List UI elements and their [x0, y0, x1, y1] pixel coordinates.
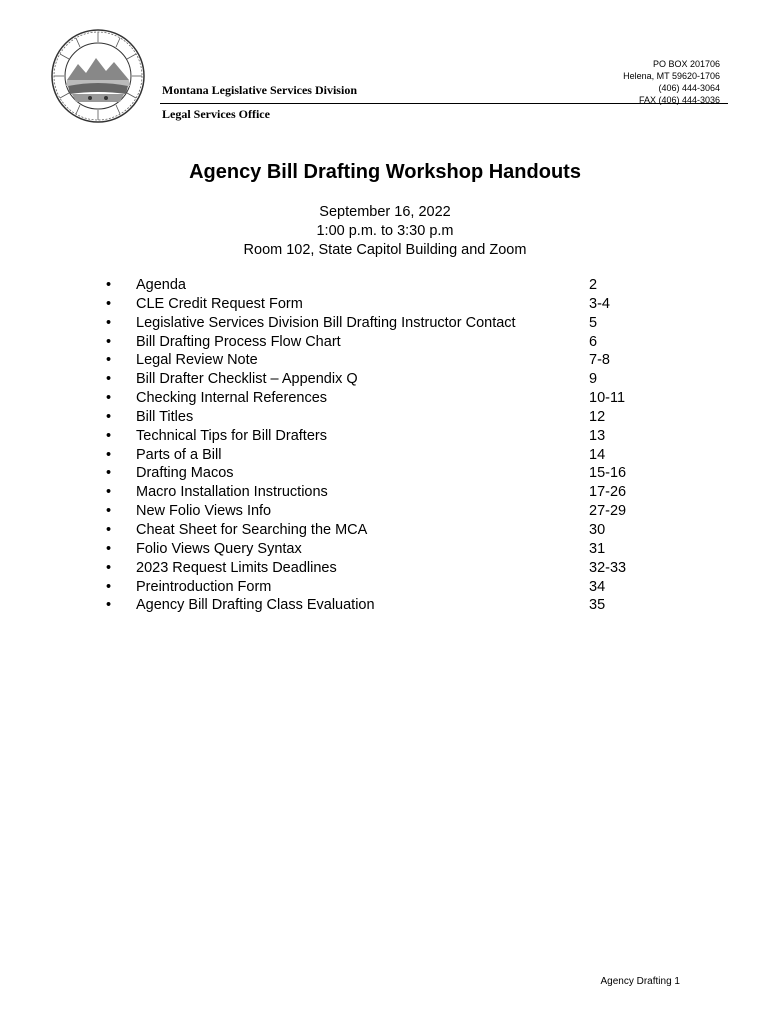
handout-list — [106, 276, 666, 615]
event-time: 1:00 p.m. to 3:30 p.m — [316, 223, 454, 239]
bullet-icon: • — [106, 465, 112, 482]
list-item — [106, 427, 666, 446]
handout-title: 2023 Request Limits Deadlines — [136, 559, 337, 576]
contact-block — [623, 58, 720, 106]
handout-page: 31 — [589, 540, 606, 557]
handout-page: 7-8 — [589, 352, 610, 369]
handout-page: 2 — [589, 277, 598, 293]
bullet-icon: • — [106, 427, 112, 444]
list-item — [106, 559, 666, 578]
handout-page: 32-33 — [589, 559, 627, 576]
list-item — [106, 333, 666, 352]
handout-title: Bill Drafting Process Flow Chart — [136, 333, 341, 350]
list-item — [106, 370, 666, 389]
handout-page: 9 — [589, 371, 598, 388]
list-item — [106, 502, 666, 521]
bullet-icon: • — [106, 503, 112, 520]
page-title: Agency Bill Drafting Workshop Handouts — [189, 161, 581, 183]
bullet-icon: • — [106, 314, 112, 331]
handout-page: 35 — [589, 597, 606, 614]
handout-page: 30 — [589, 521, 606, 538]
bullet-icon: • — [106, 521, 112, 538]
event-info — [0, 203, 770, 260]
bullet-icon: • — [106, 371, 112, 388]
handout-page: 17-26 — [589, 484, 627, 501]
handout-page: 34 — [589, 578, 606, 595]
bullet-icon: • — [106, 408, 112, 425]
state-seal-icon — [50, 28, 146, 124]
bullet-icon: • — [106, 277, 112, 293]
handout-page: 5 — [589, 314, 598, 331]
list-item — [106, 578, 666, 597]
handout-page: 15-16 — [589, 465, 627, 482]
phone: (406) 444-3064 — [658, 83, 720, 93]
list-item — [106, 521, 666, 540]
handout-title: Checking Internal References — [136, 390, 328, 407]
bullet-icon: • — [106, 540, 112, 557]
handout-page: 3-4 — [589, 295, 610, 312]
bullet-icon: • — [106, 352, 112, 369]
list-item — [106, 408, 666, 427]
page-footer: Agency Drafting 1 — [600, 976, 680, 987]
handout-title: Agency Bill Drafting Class Evaluation — [136, 597, 375, 614]
handout-page: 27-29 — [589, 503, 627, 520]
handout-page: 6 — [589, 333, 598, 350]
office-name: Legal Services Office — [162, 107, 270, 121]
fax: FAX (406) 444-3036 — [638, 95, 720, 105]
handout-page: 14 — [589, 446, 606, 463]
handout-title: Macro Installation Instructions — [136, 484, 328, 501]
bullet-icon: • — [106, 446, 112, 463]
handout-title: Bill Drafter Checklist – Appendix Q — [136, 371, 358, 388]
city-line: Helena, MT 59620-1706 — [623, 71, 720, 81]
handout-title: Agenda — [136, 277, 186, 293]
list-item — [106, 314, 666, 333]
handout-title: Cheat Sheet for Searching the MCA — [136, 521, 368, 538]
handout-page: 12 — [589, 408, 606, 425]
handout-title: CLE Credit Request Form — [136, 295, 303, 312]
list-item — [106, 483, 666, 502]
list-item — [106, 464, 666, 483]
handout-title: Parts of a Bill — [136, 446, 222, 463]
handout-page: 13 — [589, 427, 606, 444]
bullet-icon: • — [106, 597, 112, 614]
list-item — [106, 596, 666, 615]
handout-title: Folio Views Query Syntax — [136, 540, 302, 557]
handout-page: 10-11 — [589, 390, 626, 407]
bullet-icon: • — [106, 390, 112, 407]
handout-title: Technical Tips for Bill Drafters — [136, 427, 327, 444]
handout-title: Legislative Services Division Bill Drafting Instructor Contact — [136, 314, 516, 331]
bullet-icon: • — [106, 578, 112, 595]
list-item — [106, 446, 666, 465]
organization-name: Montana Legislative Services Division — [162, 83, 357, 97]
list-item — [106, 276, 666, 295]
list-item — [106, 389, 666, 408]
list-item — [106, 540, 666, 559]
list-item — [106, 295, 666, 314]
event-date: September 16, 2022 — [319, 204, 451, 220]
handout-title: Bill Titles — [136, 408, 194, 425]
bullet-icon: • — [106, 295, 112, 312]
po-box: PO BOX 201706 — [652, 59, 720, 69]
bullet-icon: • — [106, 484, 112, 501]
bullet-icon: • — [106, 559, 112, 576]
handout-title: Preintroduction Form — [136, 578, 272, 595]
list-item — [106, 351, 666, 370]
event-location: Room 102, State Capitol Building and Zoom — [243, 242, 527, 258]
handout-title: Drafting Macos — [136, 465, 234, 482]
bullet-icon: • — [106, 333, 112, 350]
handout-title: New Folio Views Info — [136, 503, 272, 520]
handout-title: Legal Review Note — [136, 352, 258, 369]
